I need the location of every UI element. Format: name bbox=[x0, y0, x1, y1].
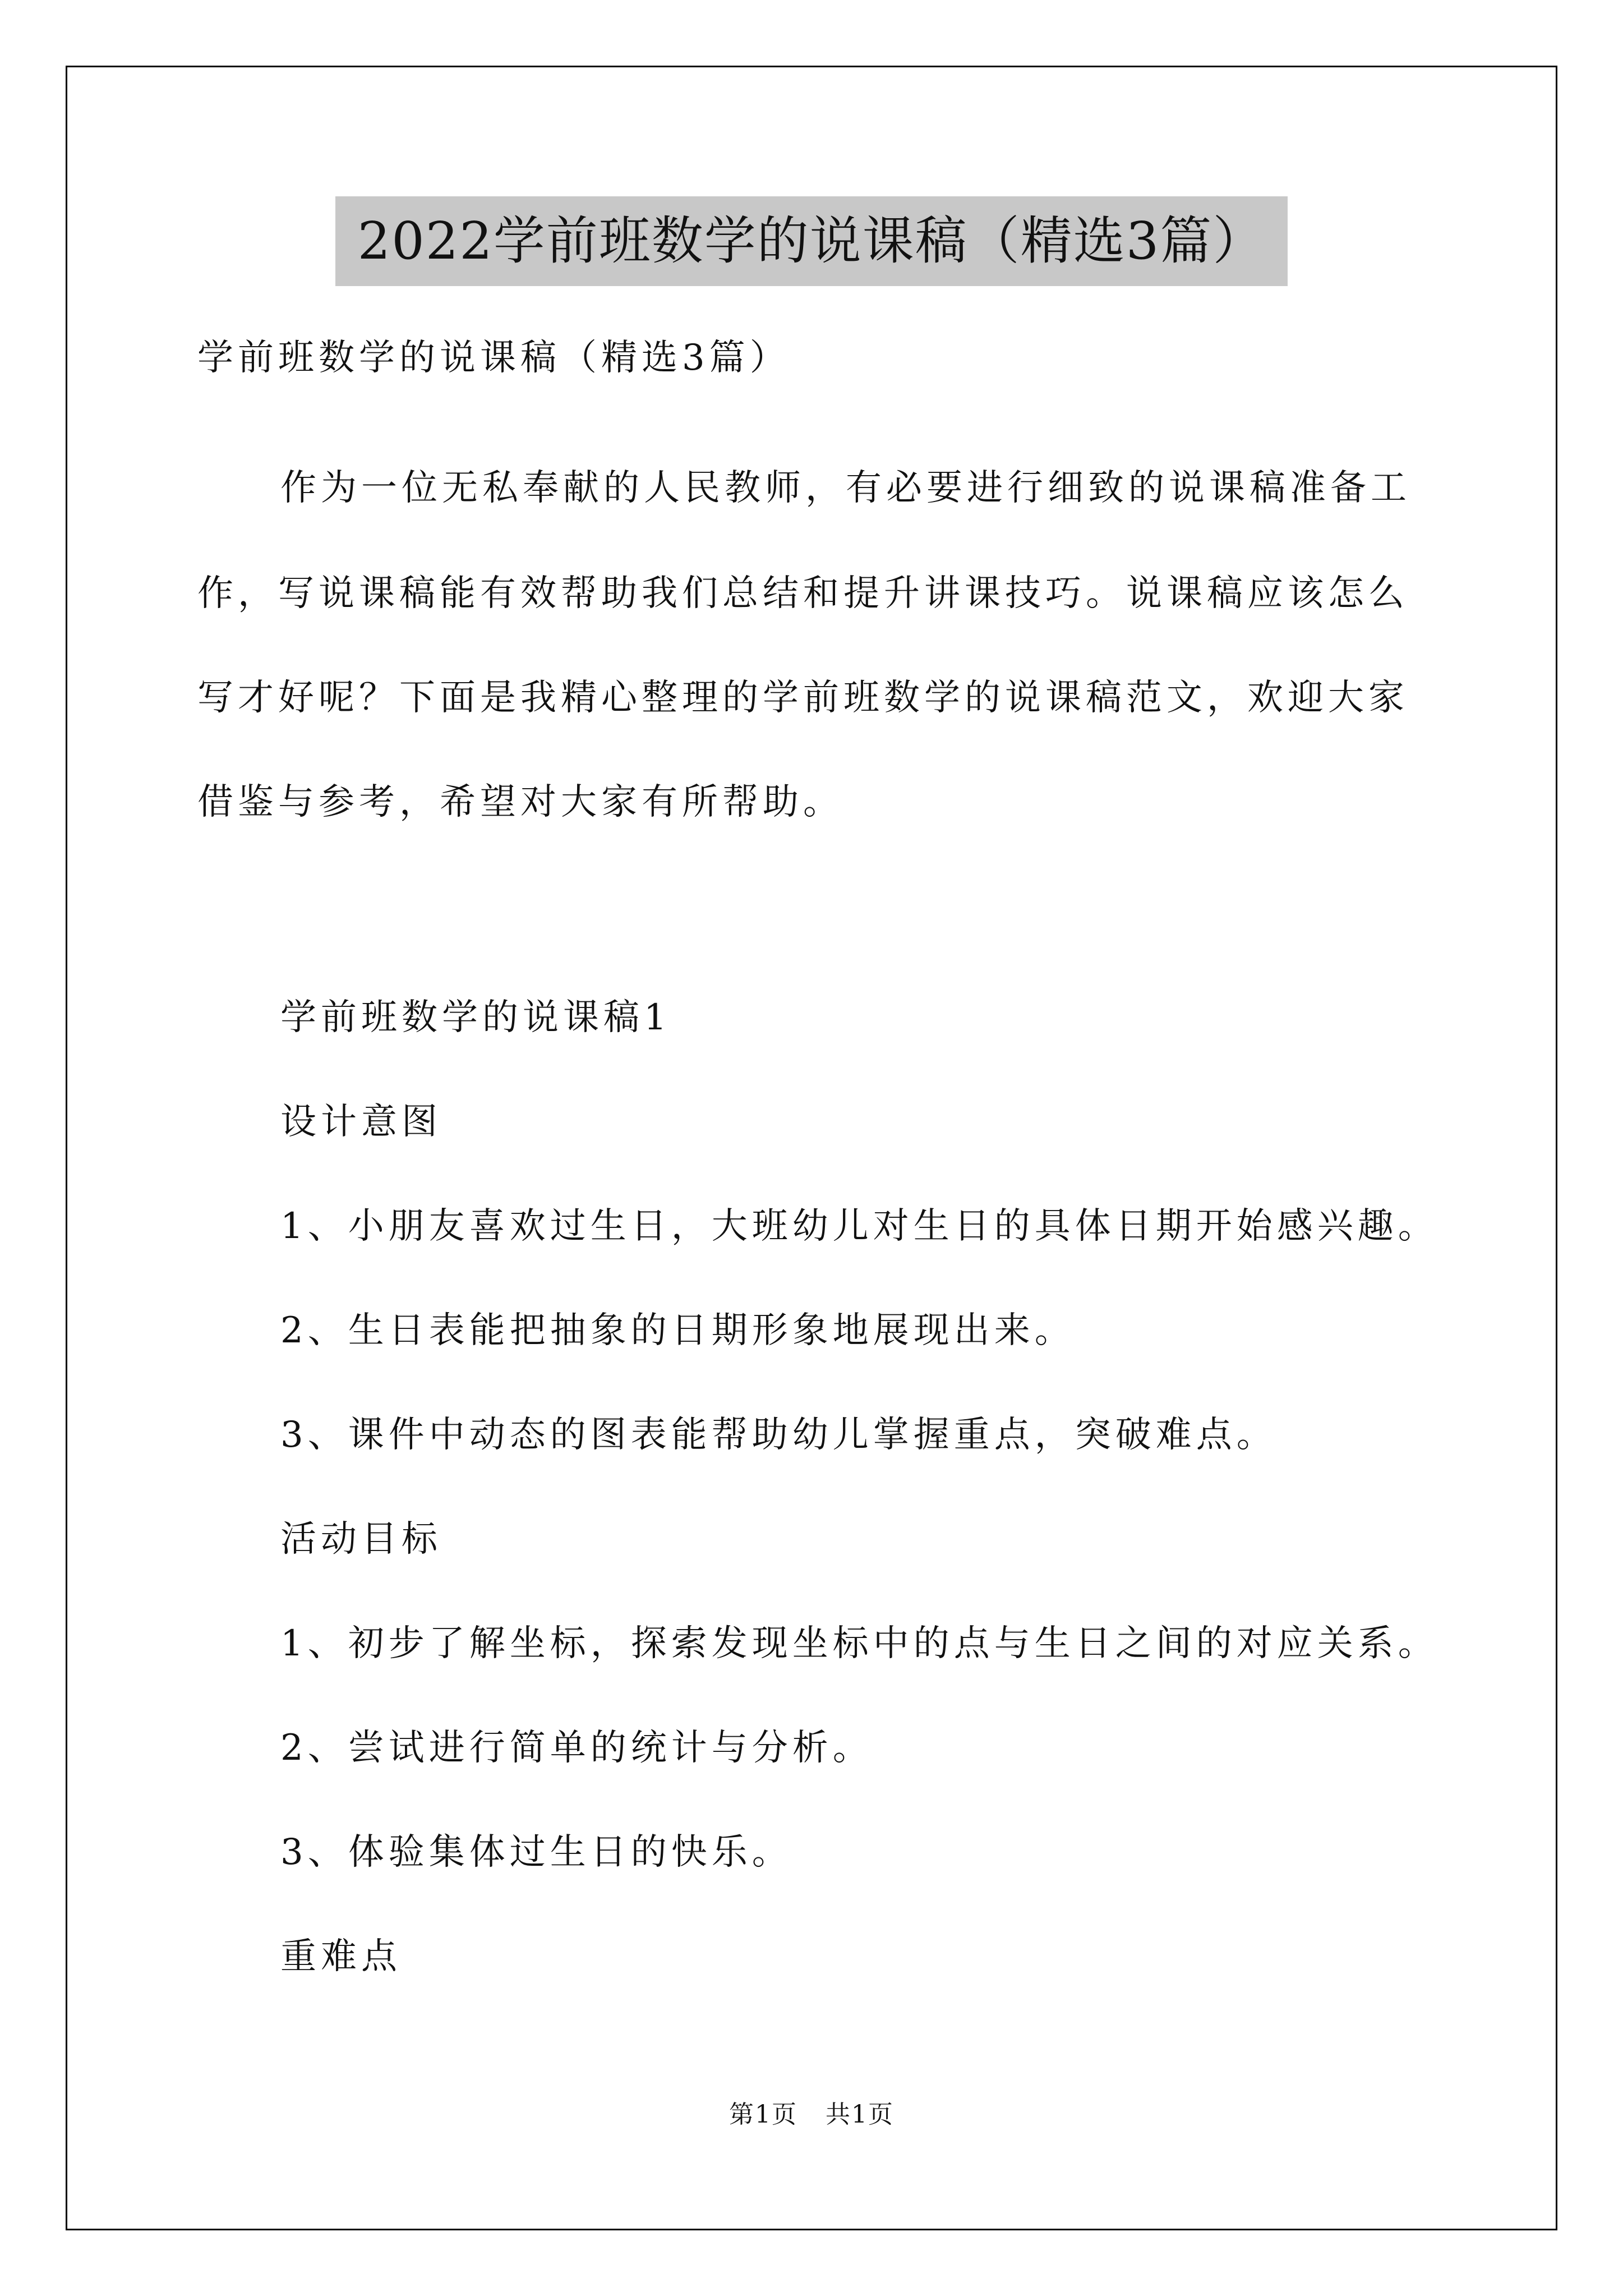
goals-heading: 活动目标 bbox=[280, 1519, 442, 1560]
section-heading: 学前班数学的说课稿1 bbox=[280, 997, 671, 1038]
design-item-1: 1、小朋友喜欢过生日，大班幼儿对生日的具体日期开始感兴趣。 bbox=[280, 1205, 1438, 1247]
page-number-current: 第1页 bbox=[729, 2100, 797, 2129]
document-title: 2022学前班数学的说课稿（精选3篇） bbox=[335, 196, 1288, 286]
goal-item-3: 3、体验集体过生日的快乐。 bbox=[280, 1832, 792, 1873]
page-footer bbox=[0, 2098, 1623, 2132]
design-heading: 设计意图 bbox=[280, 1101, 442, 1143]
design-item-2: 2、生日表能把抽象的日期形象地展现出来。 bbox=[280, 1310, 1075, 1351]
goal-item-1: 1、初步了解坐标，探索发现坐标中的点与生日之间的对应关系。 bbox=[280, 1623, 1438, 1664]
intro-line-4: 借鉴与参考，希望对大家有所帮助。 bbox=[197, 781, 843, 823]
design-item-3: 3、课件中动态的图表能帮助幼儿掌握重点，突破难点。 bbox=[280, 1414, 1277, 1456]
goal-item-2: 2、尝试进行简单的统计与分析。 bbox=[280, 1727, 873, 1769]
page-number-total: 共1页 bbox=[826, 2100, 894, 2129]
intro-line-3: 写才好呢？下面是我精心整理的学前班数学的说课稿范文，欢迎大家 bbox=[197, 677, 1409, 719]
intro-line-1: 作为一位无私奉献的人民教师，有必要进行细致的说课稿准备工 bbox=[280, 467, 1411, 509]
document-title-block bbox=[0, 196, 1623, 286]
intro-line-2: 作，写说课稿能有效帮助我们总结和提升讲课技巧。说课稿应该怎么 bbox=[197, 573, 1409, 614]
key-points-heading: 重难点 bbox=[280, 1936, 402, 1977]
document-subtitle: 学前班数学的说课稿（精选3篇） bbox=[197, 337, 790, 379]
